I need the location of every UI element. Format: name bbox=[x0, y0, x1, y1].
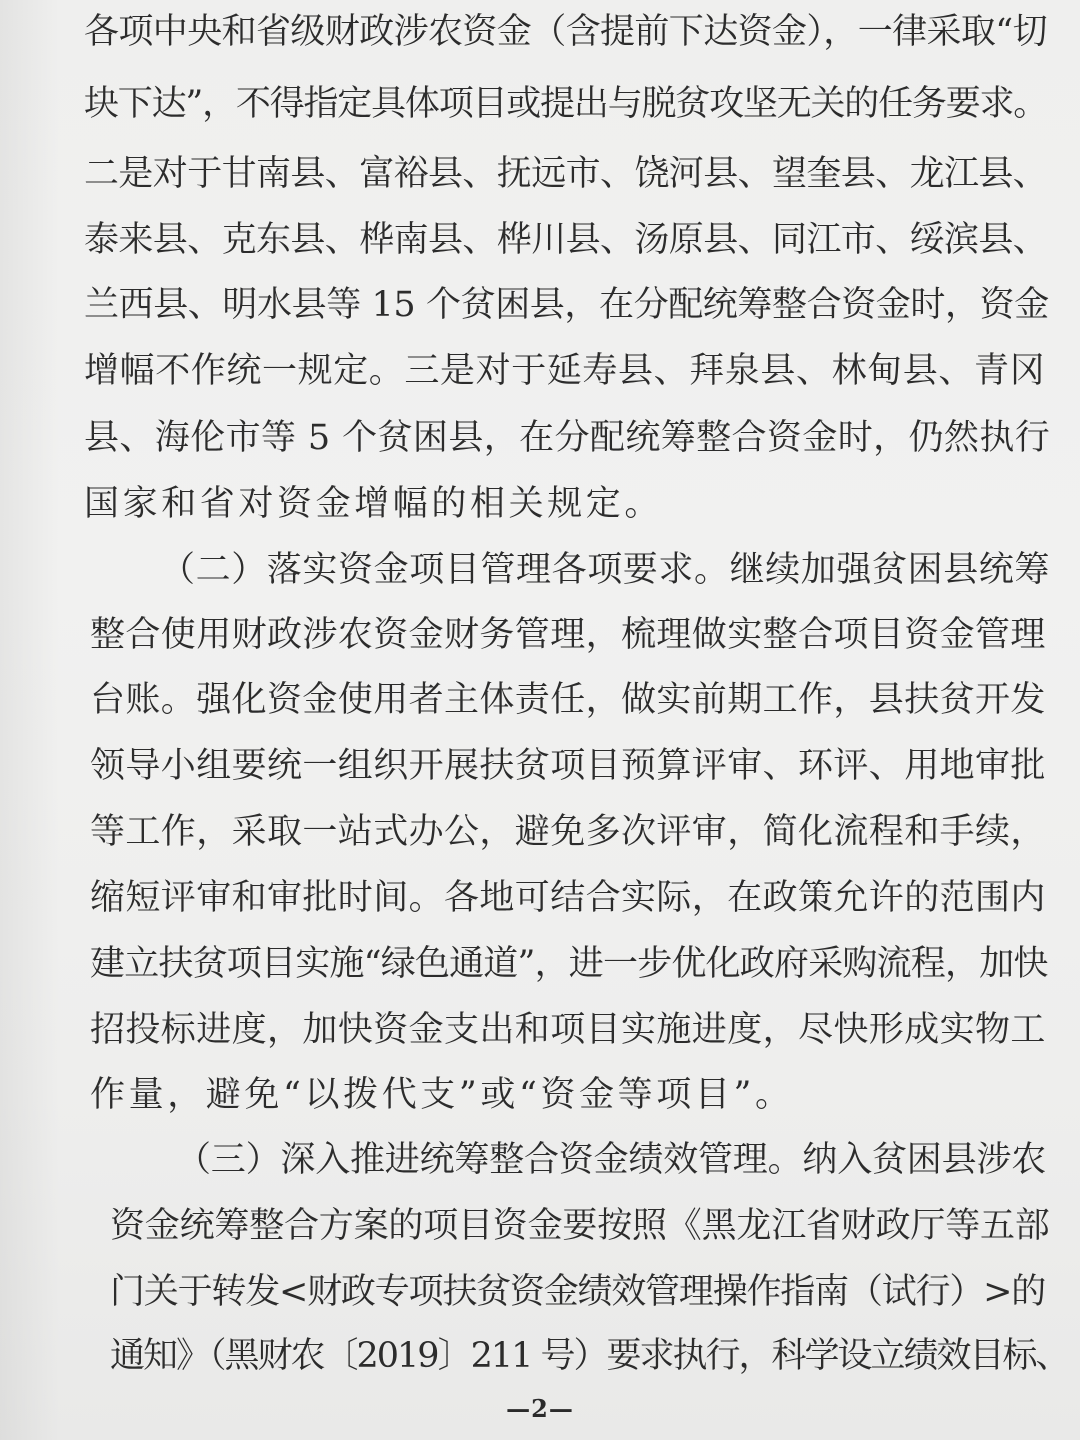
text-line: 领导小组要统一组织开展扶贫项目预算评审、环评、用地审批 bbox=[90, 746, 1046, 786]
text-line: 二是对于甘南县、富裕县、抚远市、饶河县、望奎县、龙江县、 bbox=[84, 154, 1048, 194]
text-line: 作量，避免“以拨代支”或“资金等项目”。 bbox=[90, 1075, 794, 1115]
text-line: 块下达”，不得指定具体项目或提出与脱贫攻坚无关的任务要求。 bbox=[84, 84, 1048, 124]
text-line: 兰西县、明水县等 15 个贫困县，在分配统筹整合资金时，资金 bbox=[84, 285, 1049, 325]
text-line: 门关于转发<财政专项扶贫资金绩效管理操作指南（试行）>的 bbox=[110, 1272, 1046, 1312]
text-line: 通知》（黑财农〔2019〕211 号）要求执行，科学设立绩效目标、 bbox=[110, 1336, 1069, 1376]
text-line: 招投标进度，加快资金支出和项目实施进度，尽快形成实物工 bbox=[90, 1010, 1046, 1050]
page-number: —2— bbox=[506, 1394, 574, 1423]
text-line: 县、海伦市等 5 个贫困县，在分配统筹整合资金时，仍然执行 bbox=[84, 418, 1051, 458]
text-line: 缩短评审和审批时间。各地可结合实际，在政策允许的范围内 bbox=[90, 878, 1046, 918]
text-line: 增幅不作统一规定。三是对于延寿县、拜泉县、林甸县、青冈 bbox=[84, 351, 1046, 391]
text-line: 资金统筹整合方案的项目资金要按照《黑龙江省财政厅等五部 bbox=[110, 1206, 1050, 1246]
section-heading-line: （三）深入推进统筹整合资金绩效管理。纳入贫困县涉农 bbox=[176, 1140, 1047, 1180]
text-line: 等工作，采取一站式办公，避免多次评审，简化流程和手续， bbox=[90, 812, 1046, 852]
text-line: 建立扶贫项目实施“绿色通道”，进一步优化政府采购流程，加快 bbox=[90, 944, 1048, 984]
text-line: 各项中央和省级财政涉农资金（含提前下达资金），一律采取“切 bbox=[84, 12, 1047, 52]
text-line: 国家和省对资金增幅的相关规定。 bbox=[84, 484, 664, 524]
page-shadow bbox=[0, 0, 60, 1440]
text-line: 泰来县、克东县、桦南县、桦川县、汤原县、同江市、绥滨县、 bbox=[84, 220, 1048, 260]
text-line: 整合使用财政涉农资金财务管理，梳理做实整合项目资金管理 bbox=[90, 615, 1046, 655]
section-heading-line: （二）落实资金项目管理各项要求。继续加强贫困县统筹 bbox=[160, 550, 1051, 590]
text-line: 台账。强化资金使用者主体责任，做实前期工作，县扶贫开发 bbox=[90, 680, 1046, 720]
